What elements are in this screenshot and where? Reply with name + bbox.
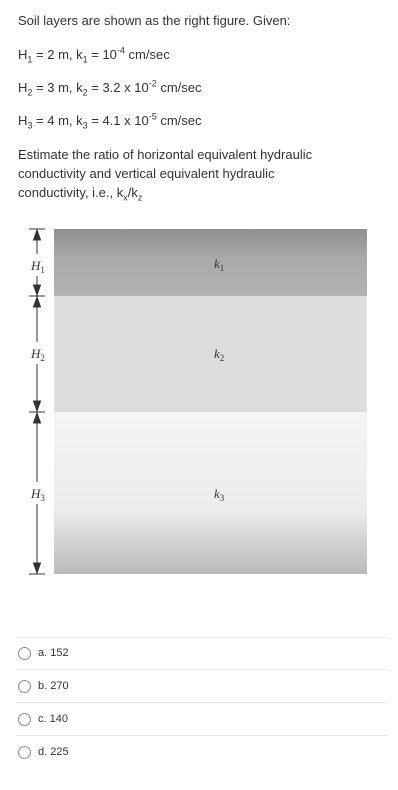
dimension-arrows [29, 229, 45, 574]
h1-label: $H_1$ [31, 258, 45, 275]
radio-a[interactable] [18, 647, 31, 660]
layer-2-band [54, 296, 367, 412]
given-h2: $H_2 = 3$ m, $k_2 = 3.2$ x $10^{-2}$ cm/sec [18, 78, 202, 98]
question-intro: Soil layers are shown as the right figure. Given: [18, 13, 291, 28]
k3-label: $k_3$ [214, 486, 225, 503]
h3-label: $H_3$ [31, 486, 45, 503]
radio-d[interactable] [18, 746, 31, 759]
option-b[interactable]: b. 270 [18, 676, 69, 696]
task-line-2: conductivity and vertical equivalent hydraulic [18, 166, 275, 181]
option-d[interactable]: d. 225 [18, 742, 69, 762]
option-divider [16, 735, 388, 736]
given-h3: $H_3 = 4$ m, $k_3 = 4.1$ x $10^{-5}$ cm/sec [18, 111, 202, 131]
option-divider [16, 637, 388, 638]
layer-3-band [54, 412, 367, 574]
option-divider [16, 669, 388, 670]
task-line-1: Estimate the ratio of horizontal equivalent hydraulic [18, 147, 313, 162]
option-divider [16, 702, 388, 703]
k2-label: $k_2$ [214, 346, 225, 363]
option-a[interactable]: a. 152 [18, 643, 69, 663]
option-c[interactable]: c. 140 [18, 709, 68, 729]
given-h1: $H_1 = 2$ m, $k_1 = 10^{-4}$ cm/sec [18, 45, 170, 65]
layer-1-band [54, 229, 367, 296]
h2-label: $H_2$ [31, 346, 45, 363]
radio-c[interactable] [18, 713, 31, 726]
task-line-3: conductivity, i.e., $k_x/k_z$ [18, 185, 143, 203]
k1-label: $k_1$ [214, 256, 225, 273]
radio-b[interactable] [18, 680, 31, 693]
